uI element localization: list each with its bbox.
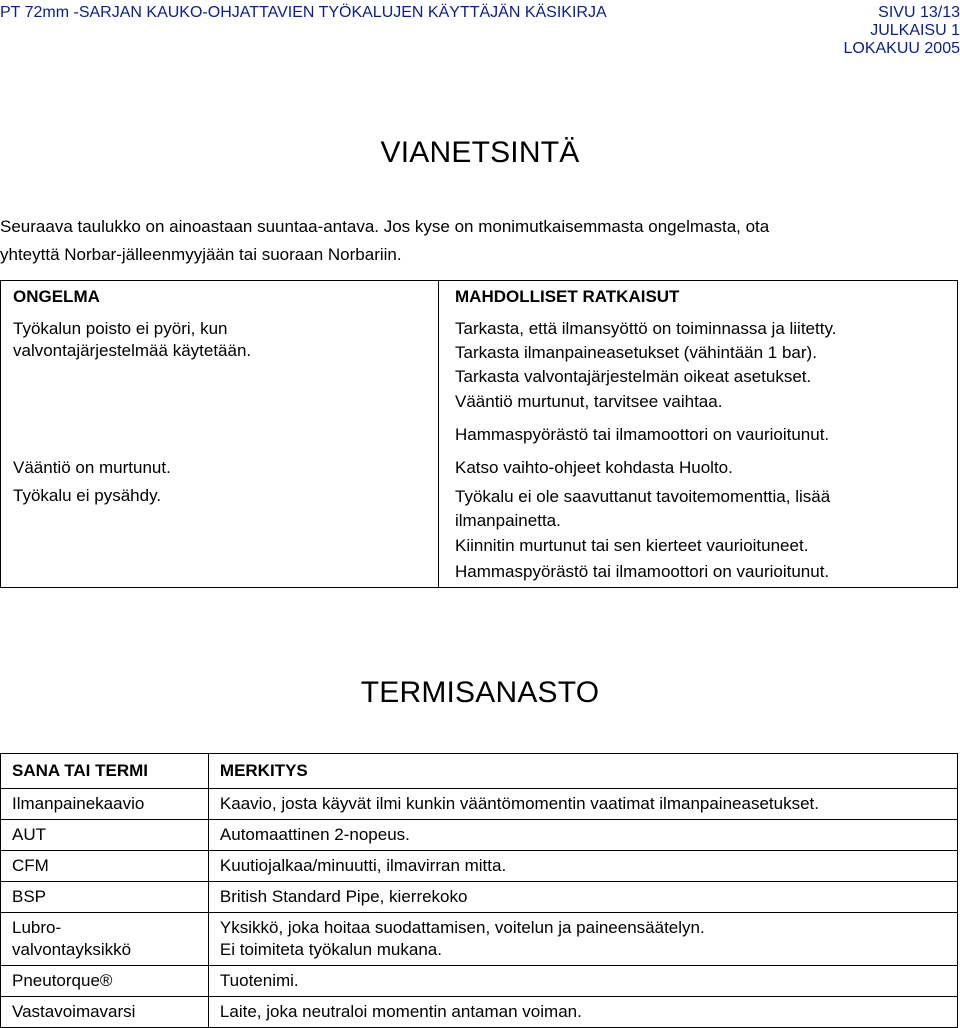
intro-line: yhteyttä Norbar-jälleenmyyjään tai suoraan Norbariin.: [0, 245, 402, 264]
problem-header: ONGELMA: [13, 287, 100, 306]
meaning-cell: Tuotenimi.: [208, 966, 957, 997]
glossary-row: [1, 966, 958, 997]
troubleshooting-intro: [0, 213, 960, 269]
glossary-row: [1, 882, 958, 913]
glossary-row: [1, 820, 958, 851]
meaning-cell: Automaattinen 2-nopeus.: [208, 820, 957, 851]
section-title-glossary: TERMISANASTO: [360, 676, 600, 709]
glossary-header-row: [1, 754, 958, 789]
term-cell: BSP: [1, 882, 209, 913]
solution-item: ilmanpainetta.: [455, 511, 561, 530]
meaning-cell: British Standard Pipe, kierrekoko: [208, 882, 957, 913]
problem-item: Vääntiö on murtunut.: [13, 458, 171, 477]
glossary-table: [0, 753, 958, 1028]
term-cell: AUT: [1, 820, 209, 851]
meaning-header: MERKITYS: [208, 754, 957, 789]
solution-item: Tarkasta valvontajärjestelmän oikeat asetukset.: [455, 367, 812, 386]
solution-item: Katso vaihto-ohjeet kohdasta Huolto.: [455, 458, 733, 477]
meaning-cell: Laite, joka neutraloi momentin antaman voiman.: [208, 997, 957, 1028]
meaning-cell: Kuutiojalkaa/minuutti, ilmavirran mitta.: [208, 851, 957, 882]
page-header: [0, 4, 960, 58]
problem-text: valvontajärjestelmää käytetään.: [13, 341, 252, 360]
term-cell: Vastavoimavarsi: [1, 997, 209, 1028]
term-cell: Pneutorque®: [1, 966, 209, 997]
term-cell: [1, 913, 209, 966]
glossary-row: [1, 789, 958, 820]
solution-item: Työkalu ei ole saavuttanut tavoitemomenttia, lisää: [455, 487, 831, 506]
intro-line: Seuraava taulukko on ainoastaan suuntaa-antava. Jos kyse on monimutkaisemmasta ongelmasta, ota: [0, 217, 770, 236]
solution-item: Vääntiö murtunut, tarvitsee vaihtaa.: [455, 392, 723, 411]
meaning-cell: [208, 913, 957, 966]
meaning-text: Ei toimiteta työkalun mukana.: [219, 940, 442, 959]
solution-item: Tarkasta, että ilmansyöttö on toiminnassa ja liitetty.: [455, 319, 837, 338]
term-cell: Ilmanpainekaavio: [1, 789, 209, 820]
term-text: Lubro-: [12, 918, 62, 937]
term-header: SANA TAI TERMI: [1, 754, 209, 789]
section-title-troubleshooting: VIANETSINTÄ: [380, 136, 580, 169]
problem-text: Työkalun poisto ei pyöri, kun: [13, 319, 228, 338]
solution-item: Hammaspyörästö tai ilmamoottori on vaurioitunut.: [455, 425, 830, 444]
page-number: SIVU 13/13: [878, 4, 960, 21]
problem-item: Työkalu ei pysähdy.: [13, 486, 162, 505]
column-divider: [438, 281, 439, 587]
glossary-row: [1, 913, 958, 966]
glossary-row: [1, 997, 958, 1028]
problem-item: [13, 318, 251, 362]
meaning-text: Yksikkö, joka hoitaa suodattamisen, voitelun ja paineensäätelyn.: [219, 918, 705, 937]
term-cell: CFM: [1, 851, 209, 882]
edition: JULKAISU 1: [870, 22, 960, 39]
glossary-row: [1, 851, 958, 882]
manual-title: PT 72mm -SARJAN KAUKO-OHJATTAVIEN TYÖKALUJEN KÄYTTÄJÄN KÄSIKIRJA: [0, 4, 607, 21]
solution-item: Kiinnitin murtunut tai sen kierteet vaurioituneet.: [455, 536, 809, 555]
solution-item: Tarkasta ilmanpaineasetukset (vähintään 1 bar).: [455, 343, 817, 362]
page-info: [843, 4, 960, 58]
solution-item: Hammaspyörästö tai ilmamoottori on vaurioitunut.: [455, 562, 830, 581]
term-text: valvontayksikkö: [12, 940, 132, 959]
meaning-cell: Kaavio, josta käyvät ilmi kunkin vääntömomentin vaatimat ilmanpaineasetukset.: [208, 789, 957, 820]
date: LOKAKUU 2005: [843, 40, 960, 57]
solution-header: MAHDOLLISET RATKAISUT: [455, 287, 680, 306]
troubleshooting-table: [0, 280, 958, 588]
